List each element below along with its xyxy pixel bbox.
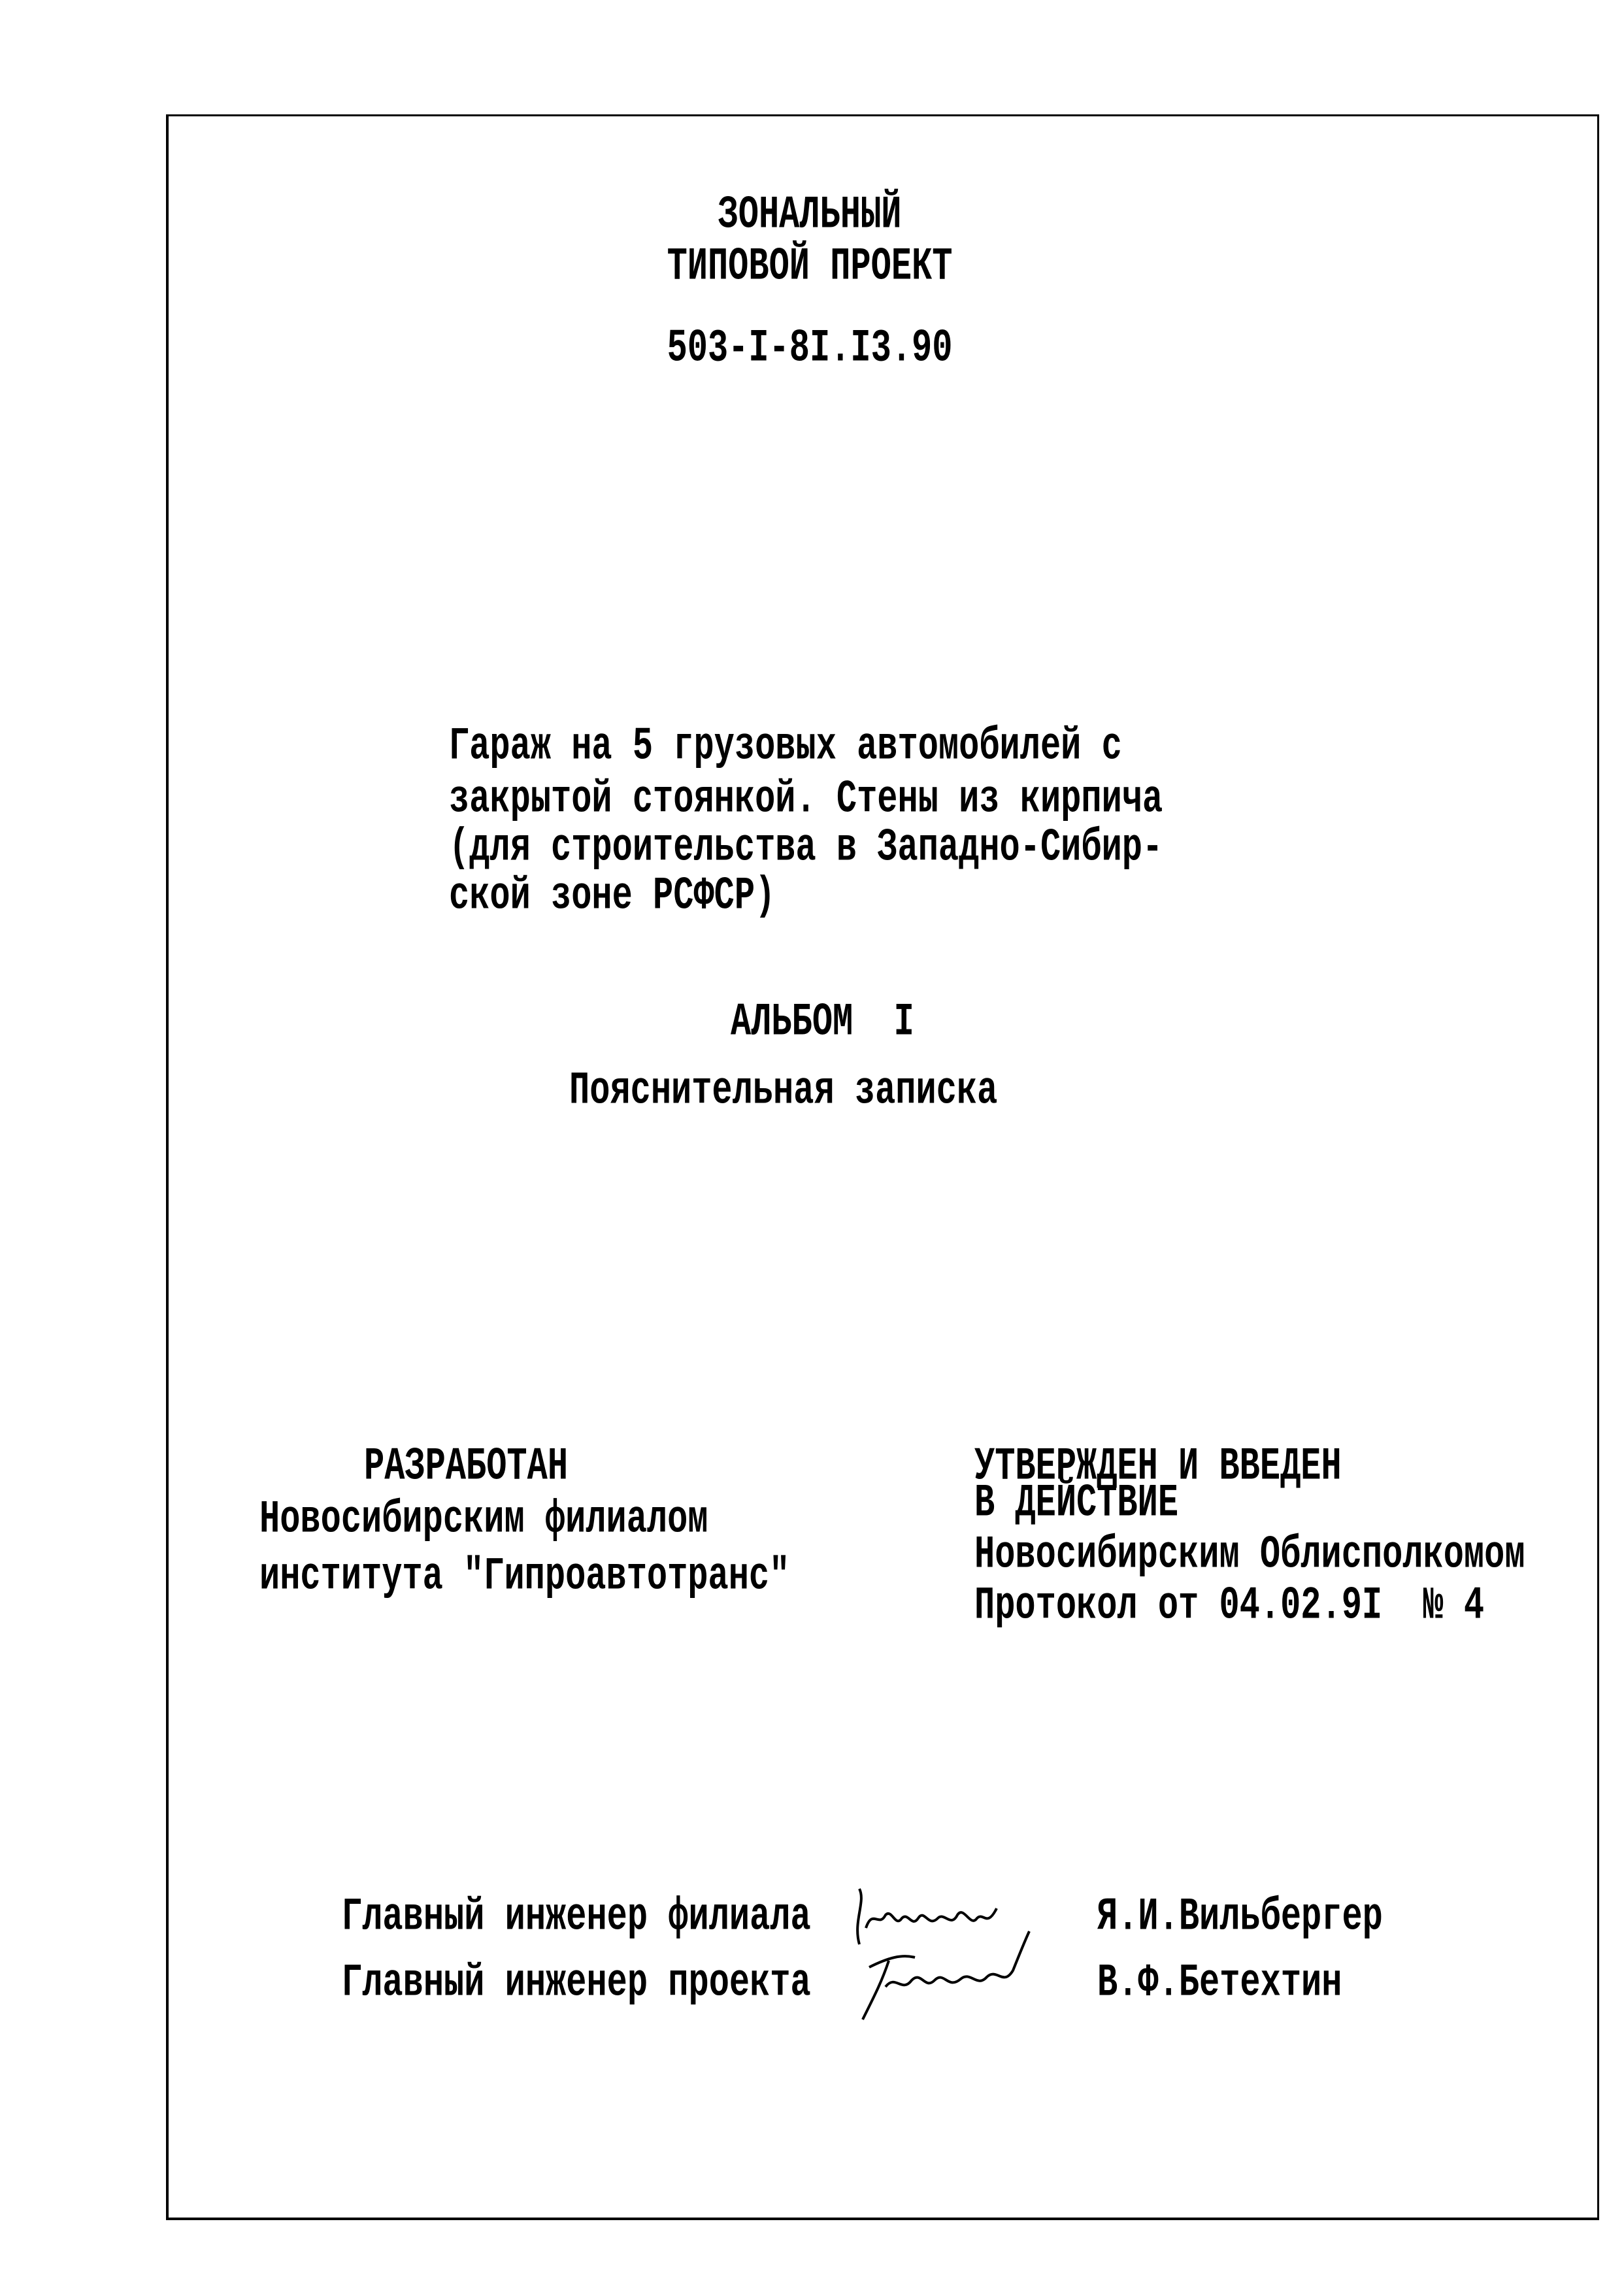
- project-code: 503-I-8I.I3.90: [667, 322, 953, 375]
- signature-name: В.Ф.Бетехтин: [1097, 1957, 1342, 2010]
- approved-heading: В ДЕЙСТВИЕ: [974, 1477, 1179, 1530]
- header-zonal: ЗОНАЛЬНЫЙ: [718, 189, 902, 242]
- signature-name: Я.И.Вильбергер: [1097, 1891, 1383, 1944]
- header-typical-project: ТИПОВОЙ ПРОЕКТ: [667, 241, 953, 293]
- description-line: Гараж на 5 грузовых автомобилей с: [449, 720, 1122, 773]
- developed-line: института "Гипроавтотранс": [259, 1550, 790, 1603]
- approved-line: Новосибирским Облисполкомом: [974, 1529, 1525, 1582]
- album-subtitle: Пояснительная записка: [569, 1065, 998, 1118]
- signature-role: Главный инженер филиала: [342, 1891, 811, 1944]
- developed-heading: РАЗРАБОТАН: [364, 1440, 569, 1493]
- description-line: (для строительства в Западно-Сибир-: [449, 822, 1163, 874]
- handwritten-signature: [850, 1928, 1046, 2026]
- approved-protocol: Протокол от 04.02.9I № 4: [974, 1580, 1485, 1633]
- description-line: ской зоне РСФСР): [449, 870, 776, 923]
- approved-heading: УТВЕРЖДЕН И ВВЕДЕН: [974, 1440, 1342, 1493]
- signature-role: Главный инженер проекта: [342, 1957, 811, 2010]
- album-title: АЛЬБОМ I: [731, 996, 914, 1049]
- developed-line: Новосибирским филиалом: [259, 1493, 708, 1546]
- description-line: закрытой стоянкой. Стены из кирпича: [449, 773, 1163, 826]
